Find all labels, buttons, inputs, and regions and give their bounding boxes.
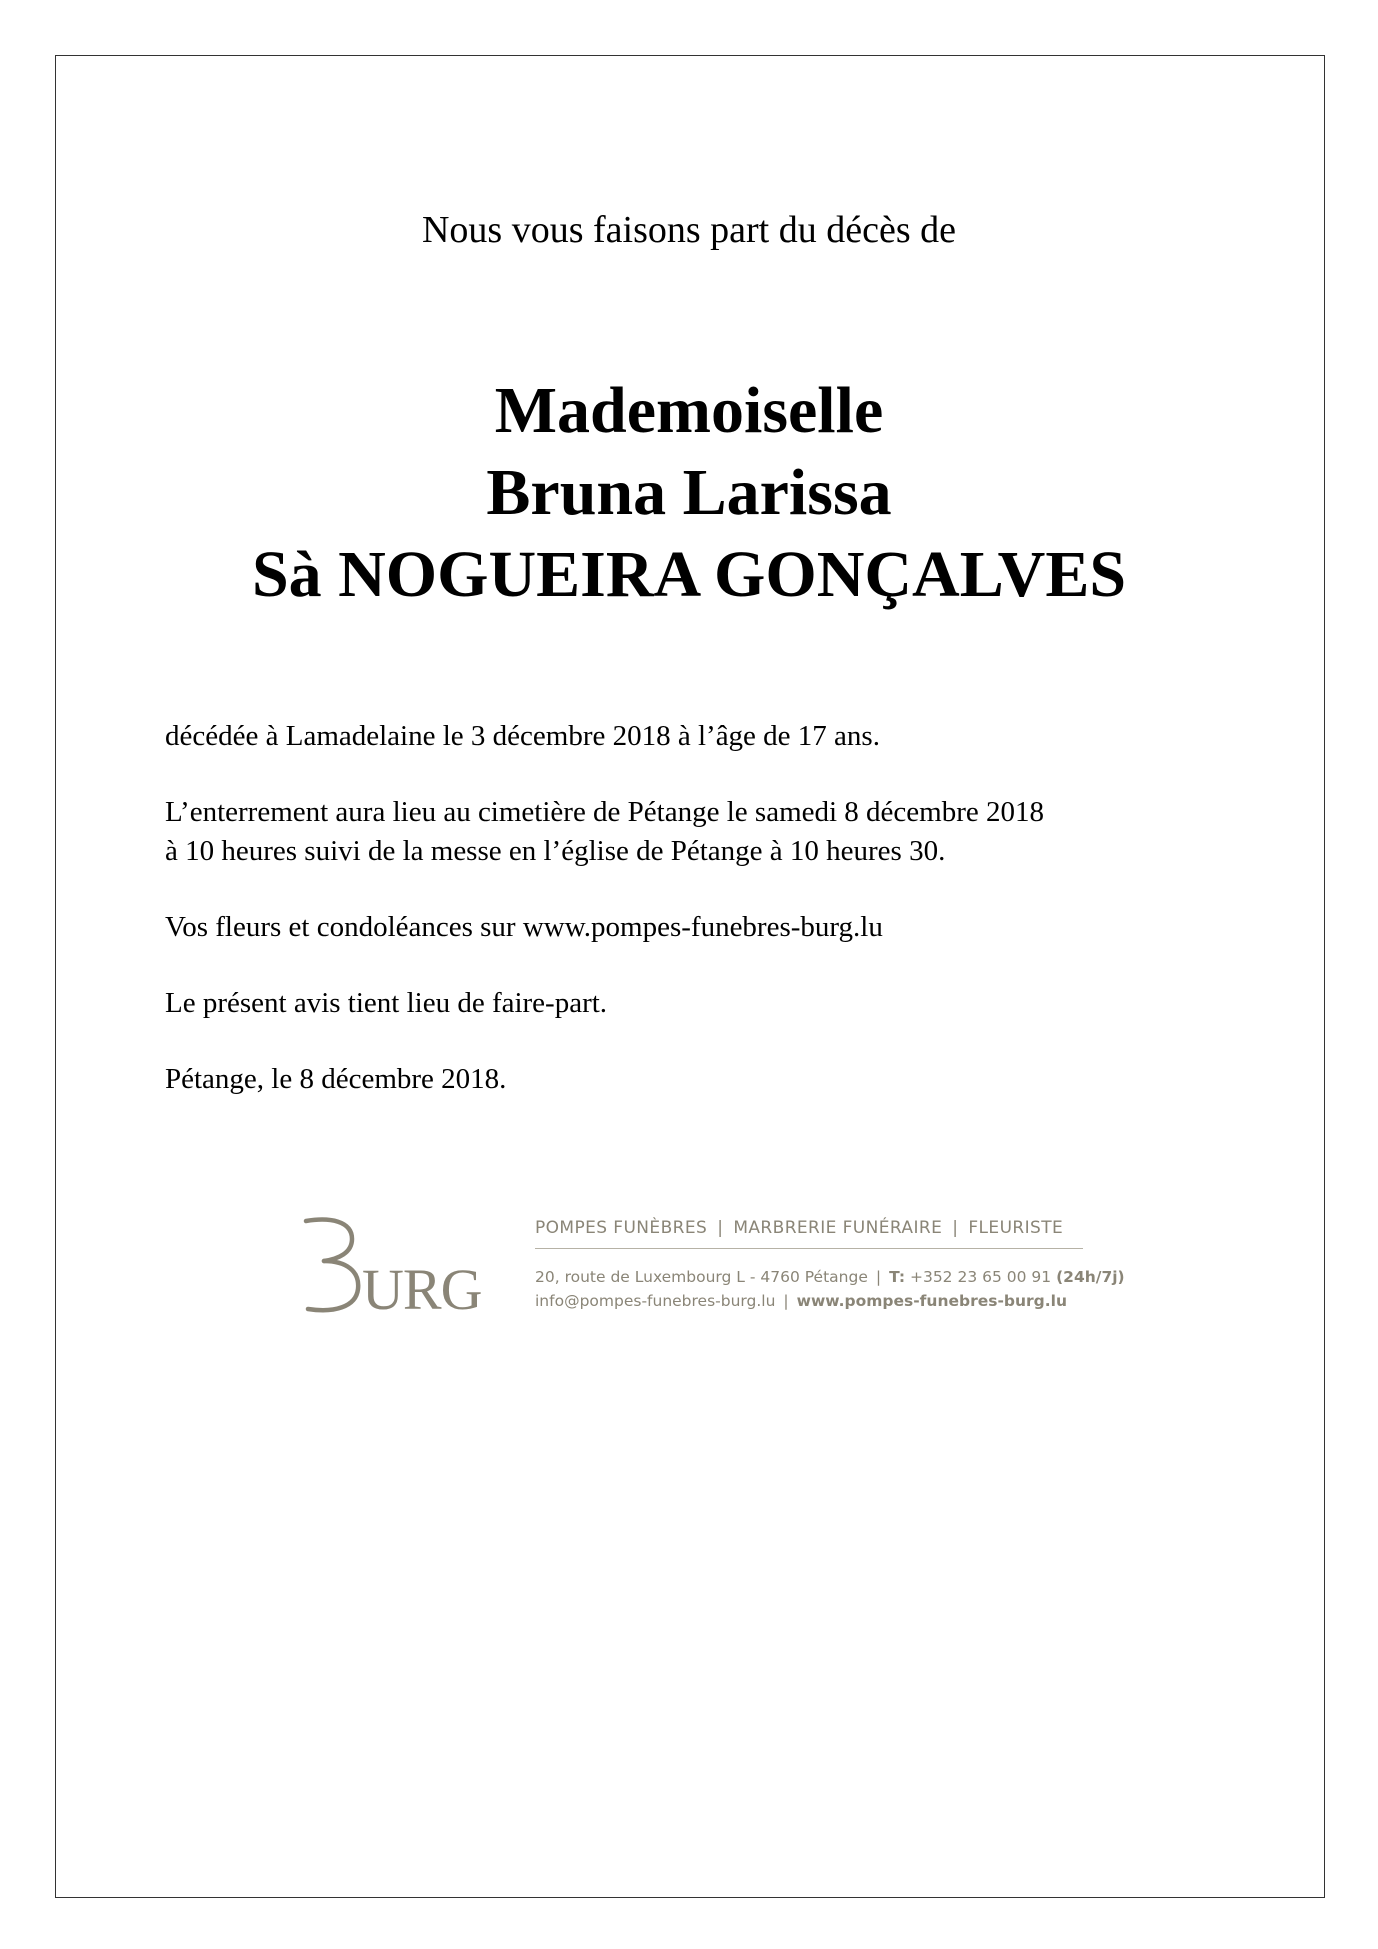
contact-line-2 <box>535 1289 1085 1313</box>
funeral-line-2: à 10 heures suivi de la messe en l’église de Pétange à 10 heures 30. <box>165 835 946 867</box>
burg-logo <box>300 1215 490 1315</box>
separator: | <box>952 1218 959 1238</box>
company-email[interactable]: info@pompes-funebres-burg.lu <box>535 1292 776 1310</box>
name-family: Sà NOGUEIRA GONÇALVES <box>251 538 1127 611</box>
contact-line-1 <box>535 1265 1125 1289</box>
separator: | <box>875 1268 882 1286</box>
phone-number[interactable]: +352 23 65 00 91 <box>909 1268 1052 1286</box>
company-website[interactable]: www.pompes-funebres-burg.lu <box>796 1292 1068 1310</box>
service-marble: MARBRERIE FUNÉRAIRE <box>733 1218 943 1238</box>
deceased-name <box>0 370 1378 616</box>
company-address: 20, route de Luxembourg L - 4760 Pétange <box>535 1268 868 1286</box>
service-funeral: POMPES FUNÈBRES <box>535 1218 708 1238</box>
phone-hours: (24h/7j) <box>1056 1268 1125 1286</box>
condolences-line: Vos fleurs et condoléances sur www.pompes-funebres-burg.lu <box>165 911 883 943</box>
phone-label: T: <box>889 1268 906 1286</box>
service-florist: FLEURISTE <box>968 1218 1064 1238</box>
divider <box>535 1248 1083 1249</box>
svg-text:URG: URG <box>362 1257 482 1315</box>
notice-line: Le présent avis tient lieu de faire-part. <box>165 987 608 1019</box>
place-date: Pétange, le 8 décembre 2018. <box>165 1063 507 1095</box>
company-info <box>535 1216 1125 1313</box>
intro-text: Nous vous faisons part du décès de <box>421 209 956 251</box>
notice-body <box>165 717 1265 1136</box>
separator: | <box>717 1218 724 1238</box>
funeral-line-1: L’enterrement aura lieu au cimetière de Pétange le samedi 8 décembre 2018 <box>165 796 1045 828</box>
name-title: Mademoiselle <box>494 374 884 447</box>
name-given: Bruna Larissa <box>486 456 892 529</box>
death-statement: décédée à Lamadelaine le 3 décembre 2018 à l’âge de 17 ans. <box>165 720 880 752</box>
funeral-details <box>165 793 1265 871</box>
separator: | <box>783 1292 789 1310</box>
services-line <box>535 1216 1085 1240</box>
